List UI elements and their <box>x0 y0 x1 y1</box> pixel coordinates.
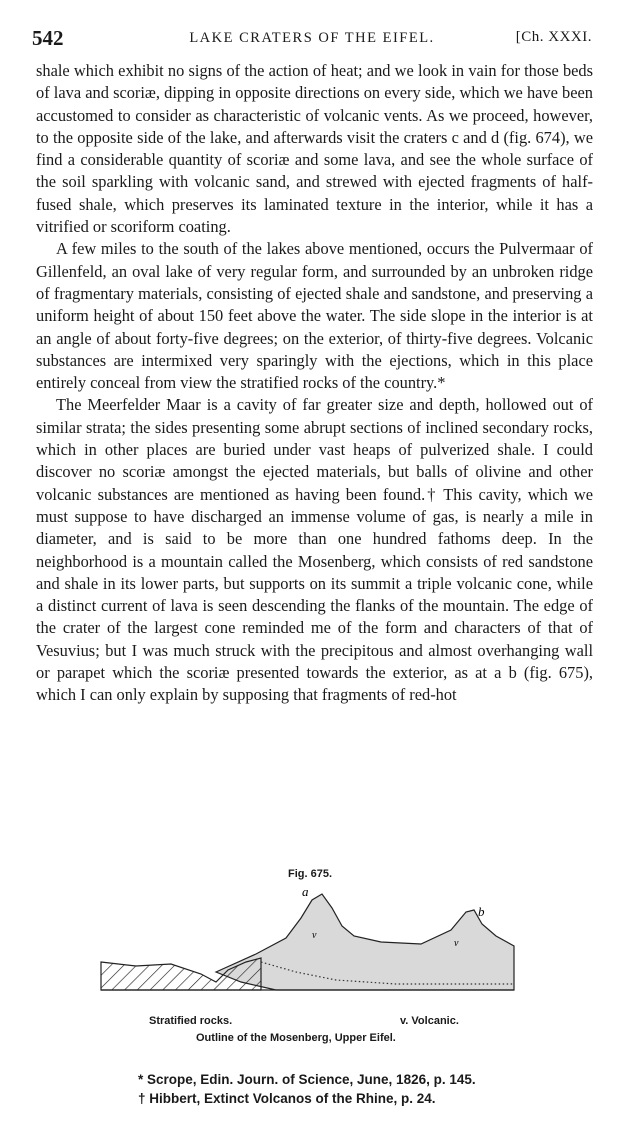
figure-675 <box>96 868 526 1058</box>
footnote-1: * Scrope, Edin. Journ. of Science, June, 1826, p. 145. <box>138 1072 476 1087</box>
figure-caption: Outline of the Mosenberg, Upper Eifel. <box>196 1032 396 1044</box>
legend-volcanic: v. Volcanic. <box>400 1015 459 1027</box>
legend-stratified: Stratified rocks. <box>149 1015 233 1027</box>
letter-a: a <box>302 884 309 899</box>
chapter-label: [Ch. XXXI. <box>515 29 592 45</box>
paragraph-3: The Meerfelder Maar is a cavity of far greater size and depth, hollowed out of similar strata; the sides presenting some abrupt sections of inclined secondary rocks, which in other places are buried under vast heaps of pulverized shale. I could discover no scoriæ amongst the ejected materials, but balls of olivine and other volcanic substances are mentioned as having been found.† This cavity, which we must suppose to have discharged an immense volume of gas, is nearly a mile in diameter, and is said to be more than one hundred fathoms deep. In the neighborhood is a mountain called the Mosenberg, which consists of red sandstone and shale in its lower parts, but supports on its summit a triple volcanic cone, while a distinct current of lava is seen descending the flanks of the mountain. The edge of the crater of the largest cone reminded me of the form and characters of that of Vesuvius; but I was much struck with the precipitous and almost overhanging wall or parapet which the scoriæ presented towards the exterior, as at a b (fig. 675), which I can only explain by supposing that fragments of red-hot <box>36 395 593 705</box>
page-number: 542 <box>32 26 64 50</box>
letter-b: b <box>478 904 485 919</box>
running-header <box>32 26 592 56</box>
footnote-2: † Hibbert, Extinct Volcanos of the Rhine, p. 24. <box>138 1091 436 1106</box>
paragraph-2: A few miles to the south of the lakes above mentioned, occurs the Pulvermaar of Gillenfeld, an oval lake of very regular form, and surrounded by an unbroken ridge of fragmentary materials, consisting of ejected shale and sandstone, and preserving a uniform height of about 150 feet above the water. The side slope in the interior is at an angle of about forty-five degrees; on the exterior, of thirty-five degrees. Volcanic substances are intermixed very sparingly with the ejections, which in this place entirely conceal from view the stratified rocks of the country.* <box>36 239 593 393</box>
figure-label: Fig. 675. <box>288 868 333 880</box>
footnotes <box>138 1070 476 1108</box>
body-text <box>36 60 593 707</box>
volcanic-mark-2: v <box>454 938 459 949</box>
paragraph-1: shale which exhibit no signs of the action of heat; and we look in vain for those beds of lava and scoriæ, dipping in opposite directions on every side, which we have been accustomed to consider as characteristic of volcanic vents. As we proceed, however, to the opposite side of the lake, and afterwards visit the craters c and d (fig. 674), we find a considerable quantity of scoriæ and some lava, and see the whole surface of the soil sparkling with volcanic sand, and strewed with ejected fragments of half-fused shale, which preserves its laminated texture in the interior, while it has a vitrified or scoriform coating. <box>36 61 593 237</box>
volcanic-mark-1: v <box>312 930 317 941</box>
running-title: LAKE CRATERS OF THE EIFEL. <box>189 30 435 46</box>
mosenberg-outline-drawing <box>96 878 526 1013</box>
